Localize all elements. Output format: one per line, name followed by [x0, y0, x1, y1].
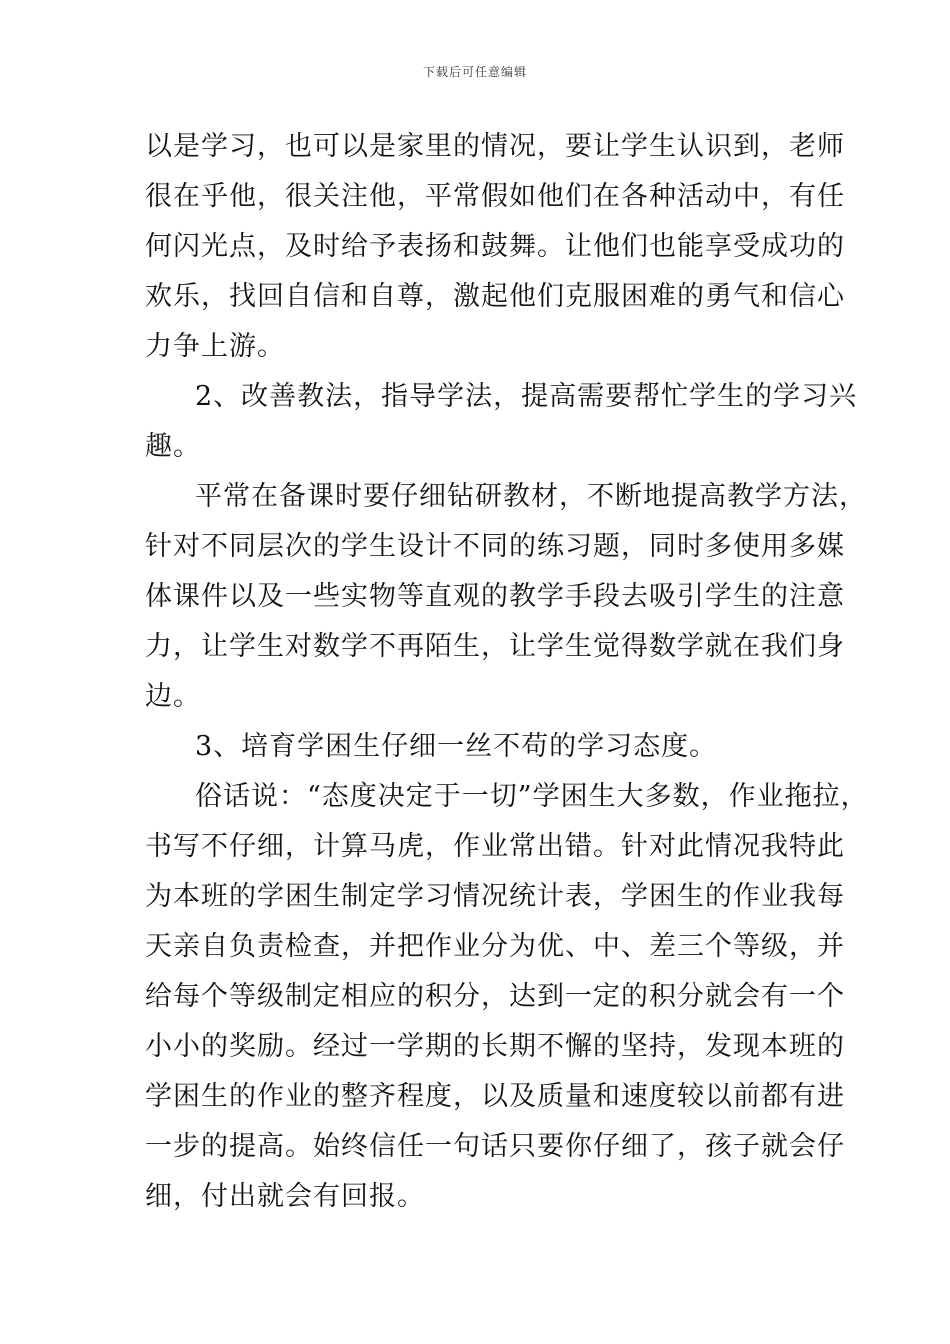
- body-line: 边。: [145, 681, 201, 712]
- body-line: 细，付出就会有回报。: [145, 1181, 425, 1212]
- body-line: 给每个等级制定相应的积分，达到一定的积分就会有一个: [145, 981, 845, 1012]
- body-line: 一步的提高。始终信任一句话只要你仔细了，孩子就会仔: [145, 1131, 845, 1162]
- body-line: 书写不仔细，计算马虎，作业常出错。针对此情况我特此: [145, 831, 845, 862]
- body-line: 天亲自负责检查，并把作业分为优、中、差三个等级，并: [145, 931, 845, 962]
- paragraph-first-line: 平常在备课时要仔细钻研教材，不断地提高教学方法，: [195, 481, 867, 512]
- body-line: 以是学习，也可以是家里的情况，要让学生认识到，老师: [145, 131, 845, 162]
- paragraph-first-line: 俗话说：“态度决定于一切”学困生大多数，作业拖拉，: [195, 781, 869, 812]
- body-line: 何闪光点，及时给予表扬和鼓舞。让他们也能享受成功的: [145, 231, 845, 262]
- body-line: 针对不同层次的学生设计不同的练习题，同时多使用多媒: [145, 531, 845, 562]
- body-line: 小小的奖励。经过一学期的长期不懈的坚持，发现本班的: [145, 1031, 845, 1062]
- section-heading: 2、改善教法，指导学法，提高需要帮忙学生的学习兴: [195, 381, 858, 412]
- body-line: 体课件以及一些实物等直观的教学手段去吸引学生的注意: [145, 581, 845, 612]
- body-line: 为本班的学困生制定学习情况统计表，学困生的作业我每: [145, 881, 845, 912]
- body-line: 欢乐，找回自信和自尊，激起他们克服困难的勇气和信心: [145, 281, 845, 312]
- page-header: 下载后可任意编辑: [422, 65, 527, 79]
- section-heading: 3、培育学困生仔细一丝不苟的学习态度。: [195, 731, 718, 762]
- section-heading-continued: 趣。: [145, 431, 201, 462]
- body-line: 学困生的作业的整齐程度，以及质量和速度较以前都有进: [145, 1081, 845, 1112]
- body-line: 力争上游。: [145, 331, 285, 362]
- body-line: 力，让学生对数学不再陌生，让学生觉得数学就在我们身: [145, 631, 845, 662]
- body-line: 很在乎他，很关注他，平常假如他们在各种活动中，有任: [145, 181, 845, 212]
